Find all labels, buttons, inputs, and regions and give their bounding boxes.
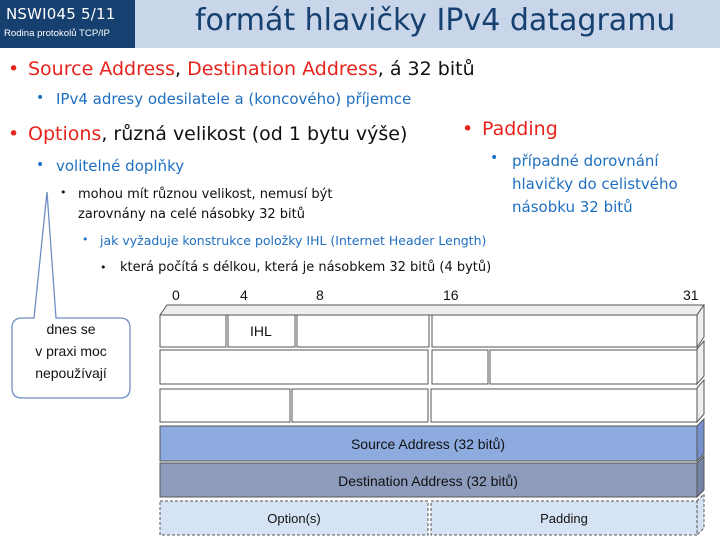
row1-top-face xyxy=(160,305,704,315)
ihl-requirement-text: jak vyžaduje konstrukce položky IHL (Internet Header Length) xyxy=(100,233,487,248)
options-term: Options xyxy=(28,123,102,145)
callout-line-2: v praxi moc xyxy=(35,343,107,359)
slide-title: formát hlavičky IPv4 datagramu xyxy=(195,3,676,38)
padding-line-3: násobku 32 bitů xyxy=(512,198,633,216)
address-size-text: , á 32 bitů xyxy=(377,58,475,80)
alignment-line-1: mohou mít různou velikost, nemusí být xyxy=(78,187,333,202)
options-optional-text: volitelné doplňky xyxy=(56,157,185,175)
padding-label: Padding xyxy=(540,511,588,526)
destination-address-label: Destination Address (32 bitů) xyxy=(338,473,518,489)
padding-line-1: případné dorovnání xyxy=(512,152,659,170)
bullet-dot-icon: • xyxy=(82,233,89,246)
padding-line-2: hlavičky do celistvého xyxy=(512,175,678,193)
bullet-dot-icon: • xyxy=(490,150,499,166)
callout-line-1: dnes se xyxy=(46,321,96,337)
destination-address-term: Destination Address xyxy=(187,58,378,80)
bit-label-8: 8 xyxy=(316,287,324,303)
bullet-dot-icon: • xyxy=(462,118,474,140)
version-field xyxy=(160,315,226,347)
header-checksum-field xyxy=(431,389,697,422)
bit-label-4: 4 xyxy=(240,287,248,303)
type-of-service-field xyxy=(297,315,429,347)
source-address-term: Source Address xyxy=(28,58,175,80)
course-code: NSWI045 5/11 xyxy=(6,5,116,23)
row2-side-face xyxy=(697,341,704,384)
fragment-offset-field xyxy=(490,350,697,384)
options-size-text: , různá velikost (od 1 bytu výše) xyxy=(101,123,408,145)
bullet-dot-icon: • xyxy=(60,186,67,199)
bullet-dot-icon: • xyxy=(36,157,45,173)
bullet-dot-icon: • xyxy=(100,261,107,274)
callout-line-3: nepoužívají xyxy=(35,365,107,381)
bit-label-16: 16 xyxy=(443,287,459,303)
separator-text: , xyxy=(174,58,188,80)
total-length-field xyxy=(432,315,697,347)
source-address-label: Source Address (32 bitů) xyxy=(350,436,506,452)
course-subtitle: Rodina protokolů TCP/IP xyxy=(4,28,110,39)
identification-field xyxy=(160,350,428,384)
bullet-dot-icon: • xyxy=(8,58,20,80)
ihl-label: IHL xyxy=(250,323,272,339)
flags-field xyxy=(432,350,488,384)
bit-label-31: 31 xyxy=(683,287,699,303)
options-side-face xyxy=(697,494,704,535)
addresses-description: IPv4 adresy odesilatele a (koncového) příjemce xyxy=(56,90,412,108)
alignment-line-2: zarovnány na celé násobky 32 bitů xyxy=(78,207,305,222)
options-label: Option(s) xyxy=(267,511,321,526)
source-side-face xyxy=(697,419,704,461)
ttl-field xyxy=(160,389,290,422)
row3-side-face xyxy=(697,380,704,422)
bit-label-0: 0 xyxy=(172,287,180,303)
protocol-field xyxy=(292,389,428,422)
bullet-dot-icon: • xyxy=(8,123,20,145)
padding-term: Padding xyxy=(482,118,558,140)
multiple-32bit-text: která počítá s délkou, která je násobkem 32 bitů (4 bytů) xyxy=(120,260,492,275)
bullet-dot-icon: • xyxy=(36,90,45,106)
destination-side-face xyxy=(697,456,704,497)
